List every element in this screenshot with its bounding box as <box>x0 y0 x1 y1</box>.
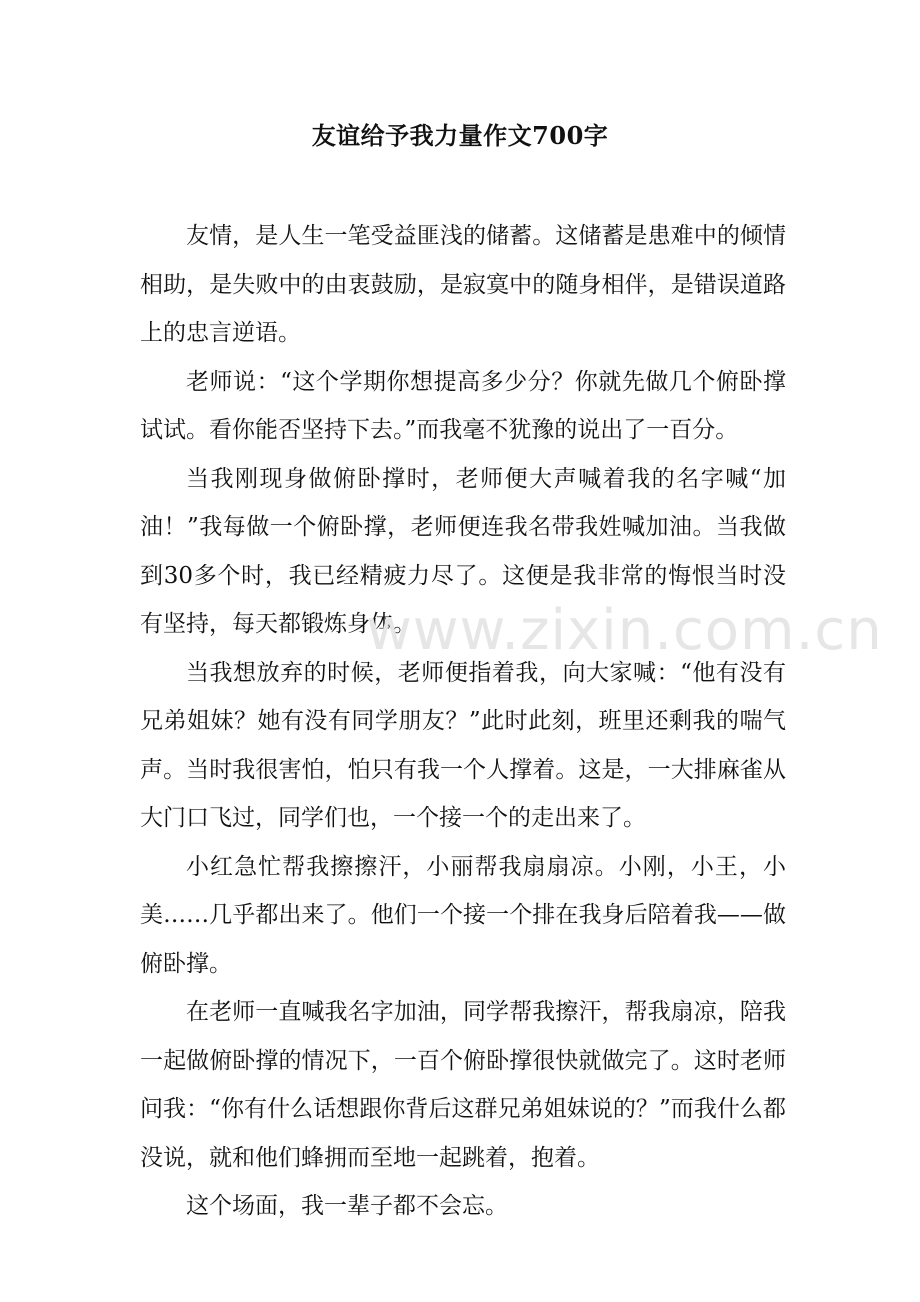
watermark: www.zixin.com.cn <box>366 598 883 663</box>
paragraph: 友情，是人生一笔受益匪浅的储蓄。这储蓄是患难中的倾情相助，是失败中的由衷鼓励，是寂寞中的随身相伴，是错误道路上的忠言逆语。 <box>140 223 786 346</box>
paragraph: 当我想放弃的时候，老师便指着我，向大家喊：“他有没有兄弟姐妹？她有没有同学朋友？”此时此刻，班里还剩我的喘气声。当时我很害怕，怕只有我一个人撑着。这是，一大排麻雀从大门口飞过，同学们也，一个接一个的走出来了。 <box>140 659 786 831</box>
paragraph: 在老师一直喊我名字加油，同学帮我擦汗，帮我扇凉，陪我一起做俯卧撑的情况下，一百个俯卧撑很快就做完了。这时老师问我：“你有什么话想跟你背后这群兄弟姐妹说的？”而我什么都没说，就和他们蜂拥而至地一起跳着，抱着。 <box>140 999 786 1171</box>
paragraph: 小红急忙帮我擦擦汗，小丽帮我扇扇凉。小刚，小王，小美……几乎都出来了。他们一个接一个排在我身后陪着我——做俯卧撑。 <box>140 853 786 977</box>
document-body <box>140 212 786 1231</box>
paragraph: 老师说：“这个学期你想提高多少分？你就先做几个俯卧撑试试。看你能否坚持下去。”而我毫不犹豫的说出了一百分。 <box>140 368 786 443</box>
paragraph: 当我刚现身做俯卧撑时，老师便大声喊着我的名字喊“加油！”我每做一个俯卧撑，老师便连我名带我姓喊加油。当我做到30多个时，我已经精疲力尽了。这便是我非常的悔恨当时没有坚持，每天都锻炼身体。 <box>140 465 786 637</box>
paragraph: 这个场面，我一辈子都不会忘。 <box>186 1193 508 1219</box>
document-title: 友谊给予我力量作文700字 <box>311 121 609 150</box>
